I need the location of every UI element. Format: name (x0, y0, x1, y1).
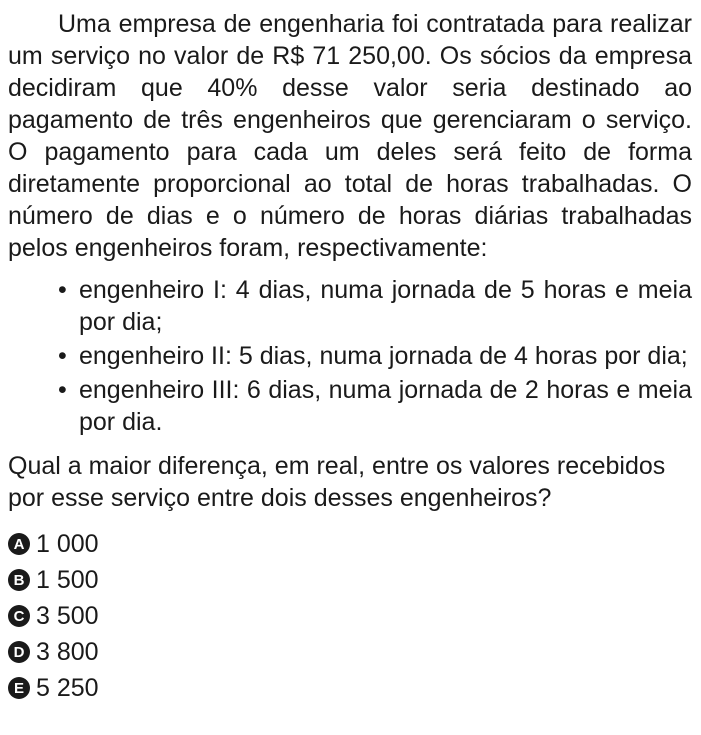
option-value: 1 000 (36, 529, 99, 558)
engineer-item-text: engenheiro I: 4 dias, numa jornada de 5 horas e meia por dia; (79, 276, 692, 336)
engineer-item-2 (8, 340, 692, 372)
option-value: 1 500 (36, 565, 99, 594)
problem-statement: Uma empresa de engenharia foi contratada para realizar um serviço no valor de R$ 71 250,00. Os sócios da empresa decidiram que 40% desse valor seria destinado ao pagamento de três engenheiros que gerenciaram o serviço. O pagamento para cada um deles será feito de forma diretamente proporcional ao total de horas trabalhadas. O número de dias e o número de horas diárias trabalhadas pelos engenheiros foram, respectivamente: (8, 10, 692, 262)
option-letter-badge: A (8, 533, 30, 555)
option-b[interactable] (8, 562, 692, 598)
engineer-item-text: engenheiro III: 6 dias, numa jornada de 2 horas e meia por dia. (79, 376, 692, 436)
engineer-item-3 (8, 374, 692, 438)
engineer-item-1 (8, 274, 692, 338)
option-value: 3 800 (36, 637, 99, 666)
bullet-marker: • (58, 342, 67, 370)
option-value: 5 250 (36, 673, 99, 702)
option-a[interactable] (8, 526, 692, 562)
engineer-list (8, 274, 692, 438)
question-text: Qual a maior diferença, em real, entre os valores recebidos por esse serviço entre dois desses engenheiros? (8, 452, 666, 512)
option-c[interactable] (8, 598, 692, 634)
option-letter-badge: E (8, 677, 30, 699)
answer-options (8, 526, 692, 706)
option-e[interactable] (8, 670, 692, 706)
bullet-marker: • (58, 276, 67, 304)
bullet-marker: • (58, 376, 67, 404)
option-letter-badge: B (8, 569, 30, 591)
option-value: 3 500 (36, 601, 99, 630)
option-letter-badge: C (8, 605, 30, 627)
option-d[interactable] (8, 634, 692, 670)
option-letter-badge: D (8, 641, 30, 663)
engineer-item-text: engenheiro II: 5 dias, numa jornada de 4 horas por dia; (79, 342, 688, 370)
